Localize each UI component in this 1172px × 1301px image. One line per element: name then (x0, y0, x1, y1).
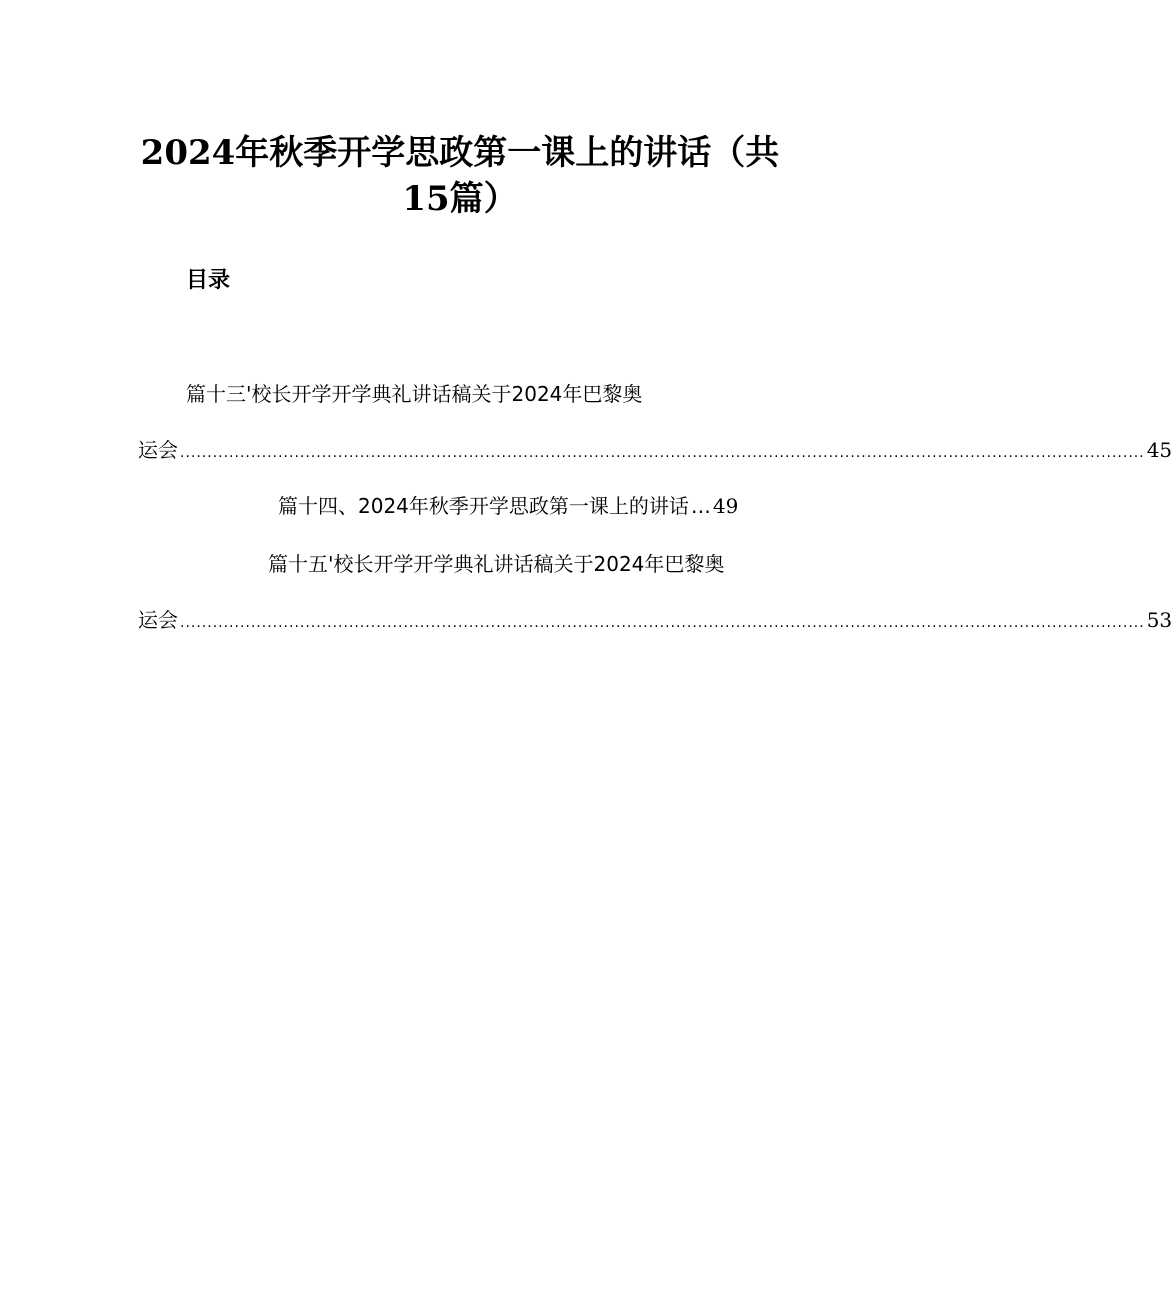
toc-entry-13-continuation: 运会 (138, 438, 178, 462)
toc-entry-13-page-number: 45 (1146, 438, 1172, 462)
toc-entry-15-page-number: 53 (1146, 608, 1172, 632)
document-title-line-1: 2024年秋季开学思政第一课上的讲话（共 (140, 133, 780, 173)
toc-entry-15-title[interactable]: 篇十五'校长开学开学典礼讲话稿关于2024年巴黎奥 (268, 552, 725, 576)
toc-entry-15-continuation: 运会 (138, 608, 178, 632)
toc-entry-14-page-number: 49 (712, 494, 739, 518)
toc-entry-14-title: 篇十四、2024年秋季开学思政第一课上的讲话 (278, 494, 689, 518)
toc-leader-dots: ................................................................................................................................................................................. (180, 615, 1145, 631)
toc-entry-13-title[interactable]: 篇十三'校长开学开学典礼讲话稿关于2024年巴黎奥 (186, 382, 643, 406)
document-title (140, 130, 780, 222)
toc-leader-dots: ................................................................................................................................................................................. (180, 445, 1145, 461)
toc-entry-14-leader: … (690, 494, 711, 518)
toc-entry-14-row[interactable] (278, 492, 786, 520)
document-title-line-2: 15篇） (402, 179, 518, 219)
toc-entry-13-continuation-row[interactable] (138, 436, 1172, 464)
toc-entry-15-continuation-row[interactable] (138, 606, 1172, 634)
toc-heading: 目录 (186, 268, 231, 293)
